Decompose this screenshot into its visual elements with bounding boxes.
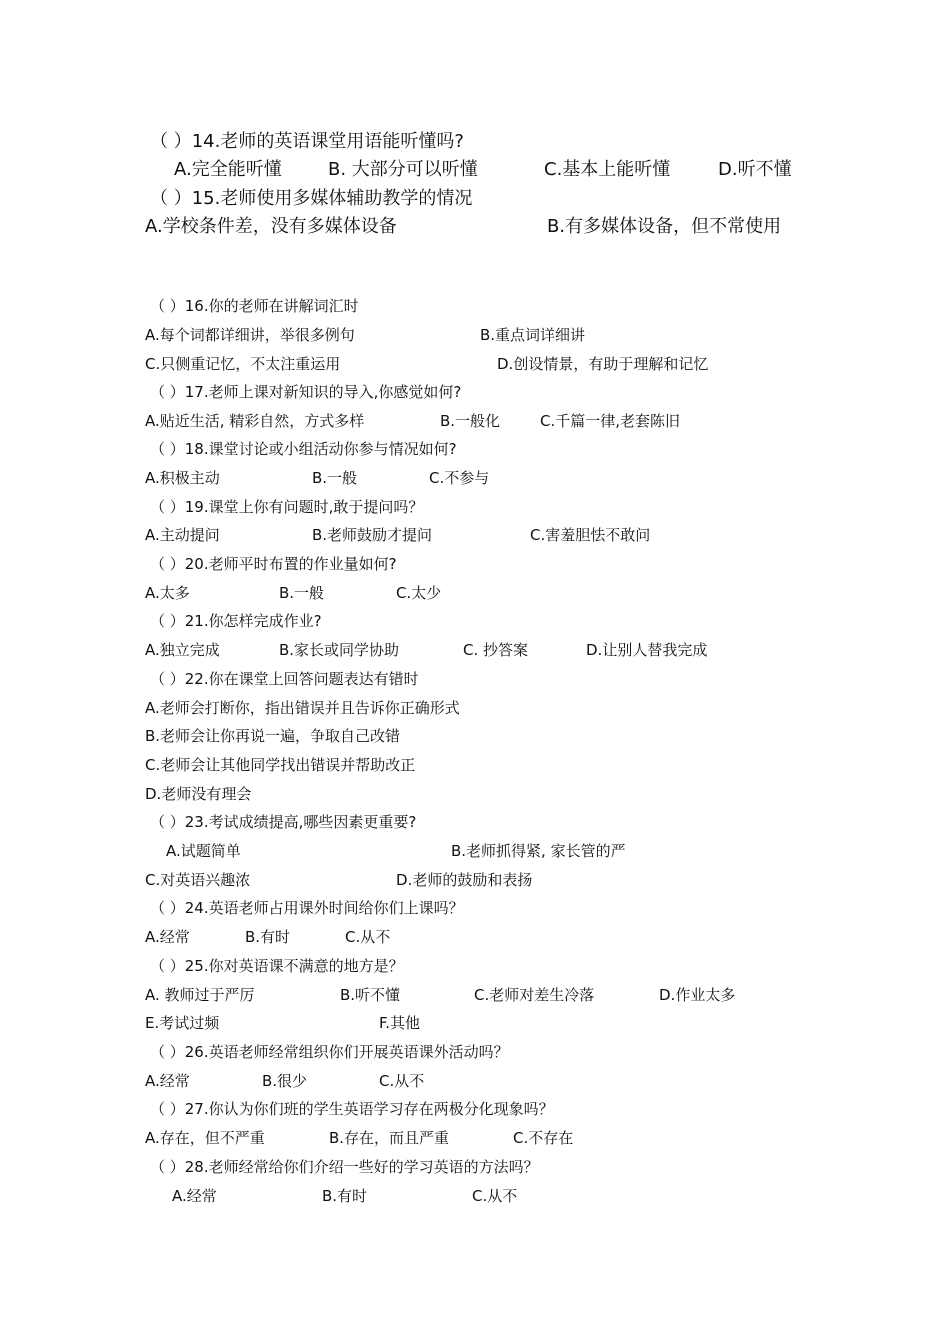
option-16-d: D.创设情景，有助于理解和记忆 [497, 355, 709, 373]
question-14: （ ）14.老师的英语课堂用语能听懂吗? [150, 131, 464, 152]
option-23-c: C.对英语兴趣浓 [145, 871, 251, 889]
question-18: （ ）18.课堂讨论或小组活动你参与情况如何? [150, 440, 457, 458]
option-22-d: D.老师没有理会 [145, 785, 252, 803]
question-20: （ ）20.老师平时布置的作业量如何? [150, 555, 397, 573]
option-20-a: A.太多 [145, 584, 190, 602]
option-14-b: B. 大部分可以听懂 [328, 159, 478, 180]
option-20-c: C.太少 [396, 584, 442, 602]
option-22-b: B.老师会让你再说一遍，争取自己改错 [145, 727, 401, 745]
question-21: （ ）21.你怎样完成作业? [150, 612, 322, 630]
option-17-a: A.贴近生活, 精彩自然，方式多样 [145, 412, 365, 430]
option-23-a: A.试题简单 [166, 842, 241, 860]
option-27-c: C.不存在 [513, 1129, 574, 1147]
option-25-f: F.其他 [379, 1014, 420, 1032]
option-17-b: B.一般化 [440, 412, 501, 430]
option-17-c: C.千篇一律,老套陈旧 [540, 412, 681, 430]
option-19-b: B.老师鼓励才提问 [312, 526, 433, 544]
option-26-a: A.经常 [145, 1072, 190, 1090]
option-25-a: A. 教师过于严厉 [145, 986, 255, 1004]
option-18-c: C.不参与 [429, 469, 490, 487]
question-19: （ ）19.课堂上你有问题时,敢于提问吗？ [150, 498, 424, 516]
option-16-b: B.重点词详细讲 [480, 326, 586, 344]
option-18-a: A.积极主动 [145, 469, 220, 487]
option-18-b: B.一般 [312, 469, 358, 487]
question-24: （ ）24.英语老师占用课外时间给你们上课吗？ [150, 899, 464, 917]
option-19-c: C.害羞胆怯不敢问 [530, 526, 651, 544]
option-24-c: C.从不 [345, 928, 391, 946]
option-24-b: B.有时 [245, 928, 291, 946]
option-15-a: A.学校条件差，没有多媒体设备 [145, 216, 397, 237]
question-25: （ ）25.你对英语课不满意的地方是？ [150, 957, 404, 975]
option-22-a: A.老师会打断你，指出错误并且告诉你正确形式 [145, 699, 460, 717]
option-25-b: B.听不懂 [340, 986, 401, 1004]
question-27: （ ）27.你认为你们班的学生英语学习存在两极分化现象吗？ [150, 1100, 554, 1118]
option-14-d: D.听不懂 [718, 159, 792, 180]
question-16: （ ）16.你的老师在讲解词汇时 [150, 297, 359, 315]
option-21-b: B.家长或同学协助 [279, 641, 400, 659]
option-21-c: C. 抄答案 [463, 641, 529, 659]
option-27-b: B.存在，而且严重 [329, 1129, 450, 1147]
option-22-c: C.老师会让其他同学找出错误并帮助改正 [145, 756, 416, 774]
question-26: （ ）26.英语老师经常组织你们开展英语课外活动吗？ [150, 1043, 509, 1061]
option-16-c: C.只侧重记忆，不太注重运用 [145, 355, 341, 373]
option-21-a: A.独立完成 [145, 641, 220, 659]
option-14-a: A.完全能听懂 [174, 159, 282, 180]
question-23: （ ）23.考试成绩提高,哪些因素更重要? [150, 813, 417, 831]
option-25-e: E.考试过频 [145, 1014, 220, 1032]
option-28-c: C.从不 [472, 1187, 518, 1205]
option-26-c: C.从不 [379, 1072, 425, 1090]
question-22: （ ）22.你在课堂上回答问题表达有错时 [150, 670, 419, 688]
option-21-d: D.让别人替我完成 [586, 641, 708, 659]
option-28-a: A.经常 [172, 1187, 217, 1205]
option-16-a: A.每个词都详细讲，举很多例句 [145, 326, 355, 344]
option-23-d: D.老师的鼓励和表扬 [396, 871, 533, 889]
option-19-a: A.主动提问 [145, 526, 220, 544]
option-20-b: B.一般 [279, 584, 325, 602]
option-25-d: D.作业太多 [659, 986, 736, 1004]
option-15-b: B.有多媒体设备，但不常使用 [547, 216, 782, 237]
option-14-c: C.基本上能听懂 [544, 159, 671, 180]
question-17: （ ）17.老师上课对新知识的导入,你感觉如何? [150, 383, 462, 401]
option-23-b: B.老师抓得紧, 家长管的严 [451, 842, 626, 860]
option-25-c: C.老师对差生冷落 [474, 986, 595, 1004]
option-27-a: A.存在，但不严重 [145, 1129, 265, 1147]
option-28-b: B.有时 [322, 1187, 368, 1205]
question-28: （ ）28.老师经常给你们介绍一些好的学习英语的方法吗？ [150, 1158, 539, 1176]
question-15: （ ）15.老师使用多媒体辅助教学的情况 [150, 188, 473, 209]
option-26-b: B.很少 [262, 1072, 308, 1090]
option-24-a: A.经常 [145, 928, 190, 946]
